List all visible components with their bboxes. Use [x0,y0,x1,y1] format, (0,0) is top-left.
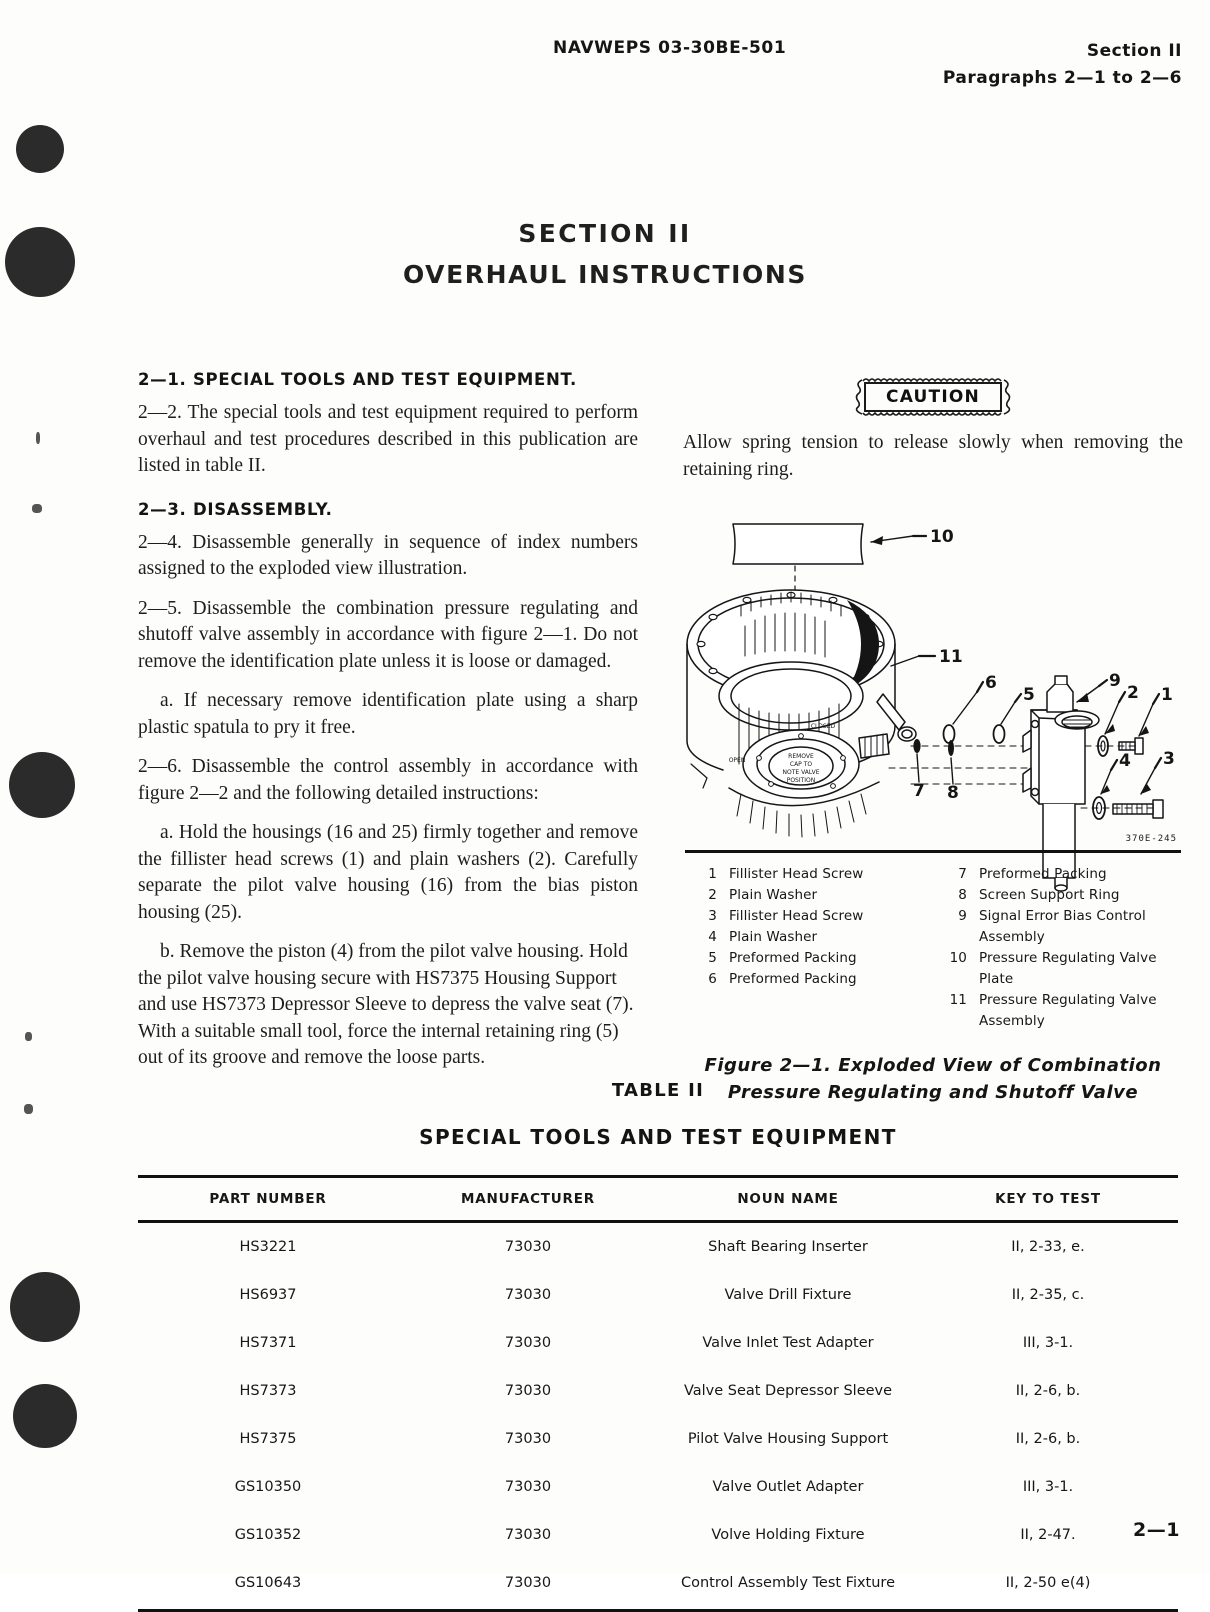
legend-label: Fillister Head Screw [729,908,864,924]
legend-item [933,990,1183,1032]
drawing-note-remove: REMOVE [788,753,814,760]
legend-label: Preformed Packing [979,866,1107,882]
legend-label: Plain Washer [729,929,818,945]
cell-part-number: HS7373 [239,1383,297,1399]
cell-part-number: HS3221 [239,1239,297,1255]
callout-7: 7 [913,781,925,801]
table-header-row [138,1177,1178,1222]
table-row [138,1319,1178,1367]
caution-label: CAUTION [886,387,980,407]
paragraph-2-5-a: a. If necessary remove identification plate using a sharp plastic spatula to pry it free. [138,690,638,738]
paragraph-range: Paragraphs 2—1 to 2—6 [942,68,1182,88]
page-number: 2—1 [1133,1519,1180,1541]
special-tools-table [138,1175,1178,1612]
cell-noun-name: Pilot Valve Housing Support [687,1431,889,1447]
legend-number: 1 [708,866,717,882]
paragraph-2-6-b: b. Remove the piston (4) from the pilot valve housing. Hold the pilot valve housing secure with HS7375 Housing Support and use HS7373 Depressor Sleeve to depress the valve seat (7). With a suitable small tool, force the internal retaining ring (5) out of its groove and remove the loose parts. [138,941,634,1068]
legend-number: 10 [949,950,967,966]
figure-id-code: 370E-245 [1125,834,1177,844]
cell-key-to-test: III, 3-1. [1022,1335,1074,1351]
margin-speck [32,504,42,513]
table-row [138,1415,1178,1463]
table-title: SPECIAL TOOLS AND TEST EQUIPMENT [419,1125,897,1149]
legend-number: 9 [958,908,967,924]
cell-part-number: HS7371 [239,1335,297,1351]
margin-punch-mark [13,1384,77,1448]
cell-part-number: HS7375 [239,1431,297,1447]
heading-2-1: 2—1. SPECIAL TOOLS AND TEST EQUIPMENT. [138,370,577,389]
section-name-title: OVERHAUL INSTRUCTIONS [402,260,807,289]
margin-punch-mark [16,125,64,173]
paragraph-2-2: 2—2. The special tools and test equipment required to perform overhaul and test procedures described in this publication are listed in table II. [138,402,638,476]
column-header-noun-name: NOUN NAME [658,1177,918,1222]
table-row [138,1367,1178,1415]
column-header-manufacturer: MANUFACTURER [398,1177,658,1222]
cell-noun-name: Valve Inlet Test Adapter [702,1335,874,1351]
exploded-view-illustration [683,496,1183,856]
cell-noun-name: Valve Drill Fixture [724,1287,852,1303]
callout-10: 10 [930,527,954,547]
table-number: TABLE II [611,1080,705,1101]
cell-manufacturer: 73030 [504,1431,552,1447]
paragraph-2-6-a: a. Hold the housings (16 and 25) firmly together and remove the fillister head screws (1) and plain washers (2). Carefully separate the pilot valve housing (16) from the bias piston housing (25). [138,822,638,923]
cell-key-to-test: II, 2-6, b. [1015,1383,1081,1399]
legend-number: 11 [949,992,967,1008]
callout-2: 2 [1127,683,1139,703]
legend-label: Plain Washer [729,887,818,903]
cell-manufacturer: 73030 [504,1383,552,1399]
cell-part-number: HS6937 [239,1287,297,1303]
column-header-key-to-test: KEY TO TEST [918,1177,1178,1222]
legend-label: Preformed Packing [729,950,857,966]
cell-key-to-test: II, 2-50 e(4) [1005,1575,1091,1591]
special-tools-table-block [138,1080,1178,1612]
paragraph-2-6: 2—6. Disassemble the control assembly in accordance with figure 2—2 and the following detailed instructions: [138,756,638,804]
figure-bottom-rule [685,850,1181,853]
figure-caption-line-1: Figure 2—1. Exploded View of Combination [704,1055,1162,1076]
drawing-note-cap-to: CAP TO [789,761,813,768]
legend-number: 7 [958,866,967,882]
callout-1: 1 [1161,685,1173,705]
cell-part-number: GS10643 [234,1575,302,1591]
legend-item [933,885,1183,906]
heading-2-3: 2—3. DISASSEMBLY. [138,499,333,519]
legend-item [683,906,933,927]
caution-text: Allow spring tension to release slowly when removing the retaining ring. [683,432,1183,480]
section-number-title: SECTION II [518,219,692,248]
cell-manufacturer: 73030 [504,1239,552,1255]
legend-label: Pressure Regulating Valve Assembly [979,992,1157,1029]
cell-manufacturer: 73030 [504,1287,552,1303]
section-reference: Section II [1086,41,1182,61]
paragraph-2-5: 2—5. Disassemble the combination pressure regulating and shutoff valve assembly in accordance with figure 2—1. Do not remove the identification plate unless it is loose or damaged. [138,597,638,672]
drawing-note-closed: CLOSED [810,723,836,730]
legend-item [933,948,1183,990]
running-head [0,38,1210,108]
legend-item [683,969,933,990]
legend-label: Pressure Regulating Valve Plate [979,950,1157,987]
legend-number: 8 [958,887,967,903]
column-header-part-number: PART NUMBER [138,1177,398,1222]
legend-item [683,864,933,885]
callout-4: 4 [1119,751,1131,771]
table-row [138,1559,1178,1611]
margin-speck [24,1104,33,1114]
cell-manufacturer: 73030 [504,1479,552,1495]
cell-key-to-test: II, 2-35, c. [1011,1287,1085,1303]
table-row [138,1463,1178,1511]
caution-label-box [864,382,1002,412]
legend-number: 2 [708,887,717,903]
table-row [138,1271,1178,1319]
drawing-note-position: POSITION [786,777,816,784]
margin-speck [36,432,40,444]
cell-key-to-test: II, 2-47. [1020,1527,1076,1543]
cell-noun-name: Control Assembly Test Fixture [680,1575,896,1591]
legend-item [933,906,1183,948]
cell-manufacturer: 73030 [504,1527,552,1543]
legend-item [683,927,933,948]
legend-column-right [933,864,1183,1032]
margin-punch-mark [9,752,75,818]
legend-label: Fillister Head Screw [729,866,864,882]
legend-number: 3 [708,908,717,924]
drawing-note-note-valve: NOTE VALVE [782,769,820,776]
cell-manufacturer: 73030 [504,1575,552,1591]
drawing-note-open: OPEN [728,757,746,764]
running-head-right [943,38,1182,92]
cell-key-to-test: II, 2-6, b. [1015,1431,1081,1447]
left-text-column [138,370,638,1085]
caution-banner [683,370,1183,414]
paragraph-2-4: 2—4. Disassemble generally in sequence of index numbers assigned to the exploded view illustration. [138,531,638,579]
cell-part-number: GS10350 [234,1479,302,1495]
callout-11: 11 [939,647,963,667]
cell-noun-name: Valve Outlet Adapter [712,1479,864,1495]
valve-exploded-drawing [683,496,1183,846]
document-number: NAVWEPS 03-30BE-501 [553,38,787,58]
legend-column-left [683,864,933,1032]
legend-number: 5 [708,950,717,966]
cell-noun-name: Valve Seat Depressor Sleeve [683,1383,893,1399]
cell-noun-name: Volve Holding Fixture [711,1527,865,1543]
figure-caption-line-2: Pressure Regulating and Shutoff Valve [727,1082,1139,1103]
right-figure-column [683,370,1183,1106]
table-body [138,1222,1178,1611]
figure-legend [683,864,1183,1032]
callout-8: 8 [947,783,959,803]
table-row [138,1222,1178,1272]
legend-number: 4 [708,929,717,945]
cell-key-to-test: III, 3-1. [1022,1479,1074,1495]
cell-manufacturer: 73030 [504,1335,552,1351]
cell-part-number: GS10352 [234,1527,302,1543]
legend-item [933,864,1183,885]
margin-punch-mark [10,1272,80,1342]
legend-label: Preformed Packing [729,971,857,987]
callout-5: 5 [1023,685,1035,705]
callout-6: 6 [985,673,997,693]
callout-3: 3 [1163,749,1175,769]
legend-item [683,885,933,906]
cell-noun-name: Shaft Bearing Inserter [708,1239,868,1255]
legend-number: 6 [708,971,717,987]
cell-key-to-test: II, 2-33, e. [1011,1239,1085,1255]
callout-9: 9 [1109,671,1121,691]
margin-speck [25,1032,32,1041]
legend-item [683,948,933,969]
table-row [138,1511,1178,1559]
legend-label: Signal Error Bias Control Assembly [979,908,1146,945]
legend-label: Screen Support Ring [979,887,1120,903]
